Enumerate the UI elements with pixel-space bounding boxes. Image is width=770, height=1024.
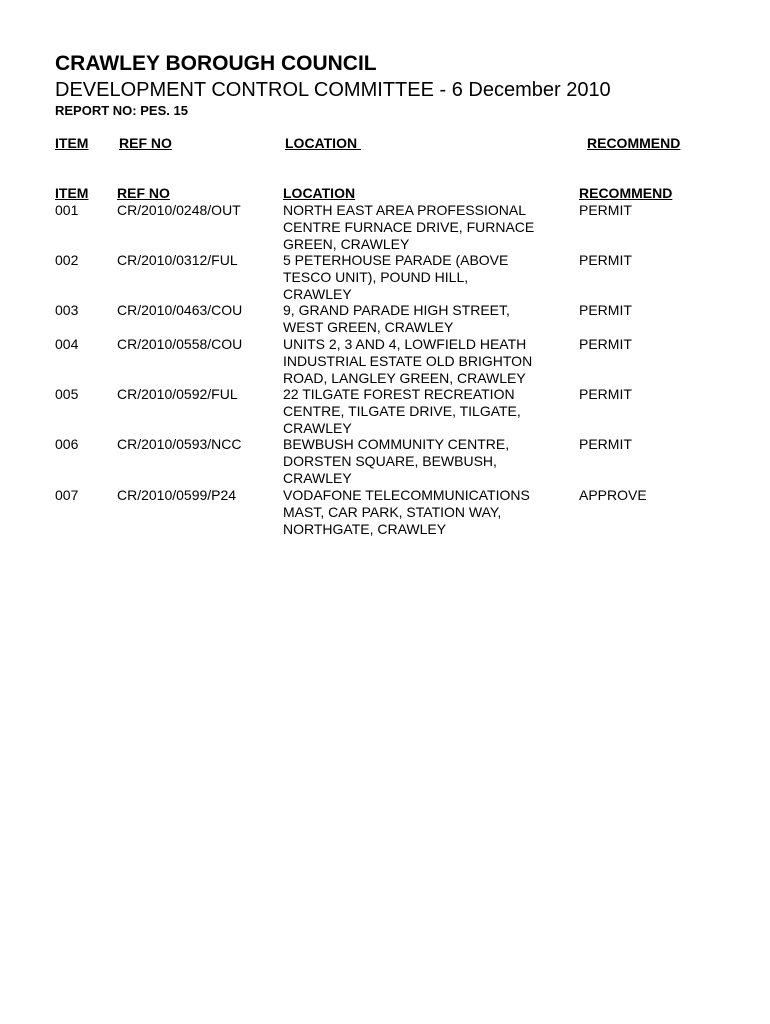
report-number: REPORT NO: PES. 15 <box>55 103 188 118</box>
location-line: VODAFONE TELECOMMUNICATIONS <box>283 487 530 503</box>
location-line: 22 TILGATE FOREST RECREATION <box>283 386 515 402</box>
location-line: CRAWLEY <box>283 469 352 486</box>
location-line: CENTRE FURNACE DRIVE, FURNACE <box>283 218 535 235</box>
row-item-number: 004 <box>55 336 79 352</box>
location-line: CRAWLEY <box>283 285 352 302</box>
column-header-ref-no: REF NO <box>119 135 172 151</box>
council-title: CRAWLEY BOROUGH COUNCIL <box>55 52 377 75</box>
table-header-location: LOCATION <box>283 185 356 201</box>
row-item-number: 007 <box>55 487 79 503</box>
column-header-item: ITEM <box>55 135 89 151</box>
row-recommendation: APPROVE <box>579 487 647 503</box>
committee-title: DEVELOPMENT CONTROL COMMITTEE - 6 December 2010 <box>55 79 611 101</box>
table-header-item: ITEM <box>55 185 89 201</box>
column-header-location: LOCATION <box>285 135 361 151</box>
location-line: CENTRE, TILGATE DRIVE, TILGATE, <box>283 402 521 419</box>
table-header-ref-no: REF NO <box>117 185 170 201</box>
row-ref-no: CR/2010/0592/FUL <box>117 386 238 402</box>
location-line: TESCO UNIT), POUND HILL, <box>283 268 469 285</box>
table-header-recommend: RECOMMEND <box>579 185 673 201</box>
row-recommendation: PERMIT <box>579 252 632 268</box>
location-line: GREEN, CRAWLEY <box>283 235 410 252</box>
row-recommendation: PERMIT <box>579 302 632 318</box>
row-location <box>283 252 508 302</box>
row-location <box>283 302 510 336</box>
location-line: 9, GRAND PARADE HIGH STREET, <box>283 302 510 318</box>
row-recommendation: PERMIT <box>579 202 632 218</box>
location-line: MAST, CAR PARK, STATION WAY, <box>283 503 502 520</box>
row-ref-no: CR/2010/0312/FUL <box>117 252 238 268</box>
row-item-number: 002 <box>55 252 79 268</box>
row-ref-no: CR/2010/0599/P24 <box>117 487 237 503</box>
row-recommendation: PERMIT <box>579 336 632 352</box>
location-line: NORTHGATE, CRAWLEY <box>283 520 447 537</box>
column-header-recommend: RECOMMEND <box>587 135 681 151</box>
row-location <box>283 202 534 252</box>
row-item-number: 006 <box>55 436 79 452</box>
row-location <box>283 487 530 537</box>
row-recommendation: PERMIT <box>579 436 632 452</box>
location-line: BEWBUSH COMMUNITY CENTRE, <box>283 436 510 452</box>
location-line: INDUSTRIAL ESTATE OLD BRIGHTON <box>283 352 533 369</box>
row-recommendation: PERMIT <box>579 386 632 402</box>
row-location <box>283 386 521 436</box>
location-line: 5 PETERHOUSE PARADE (ABOVE <box>283 252 509 268</box>
row-location <box>283 336 532 386</box>
row-location <box>283 436 509 486</box>
row-item-number: 005 <box>55 386 79 402</box>
location-line: UNITS 2, 3 AND 4, LOWFIELD HEATH <box>283 336 527 352</box>
location-line: CRAWLEY <box>283 419 352 436</box>
location-line: DORSTEN SQUARE, BEWBUSH, <box>283 452 497 469</box>
row-ref-no: CR/2010/0593/NCC <box>117 436 242 452</box>
row-item-number: 001 <box>55 202 79 218</box>
row-item-number: 003 <box>55 302 79 318</box>
location-line: WEST GREEN, CRAWLEY <box>283 318 454 335</box>
row-ref-no: CR/2010/0558/COU <box>117 336 243 352</box>
location-line: NORTH EAST AREA PROFESSIONAL <box>283 202 526 218</box>
location-line: ROAD, LANGLEY GREEN, CRAWLEY <box>283 369 526 386</box>
row-ref-no: CR/2010/0463/COU <box>117 302 243 318</box>
row-ref-no: CR/2010/0248/OUT <box>117 202 241 218</box>
